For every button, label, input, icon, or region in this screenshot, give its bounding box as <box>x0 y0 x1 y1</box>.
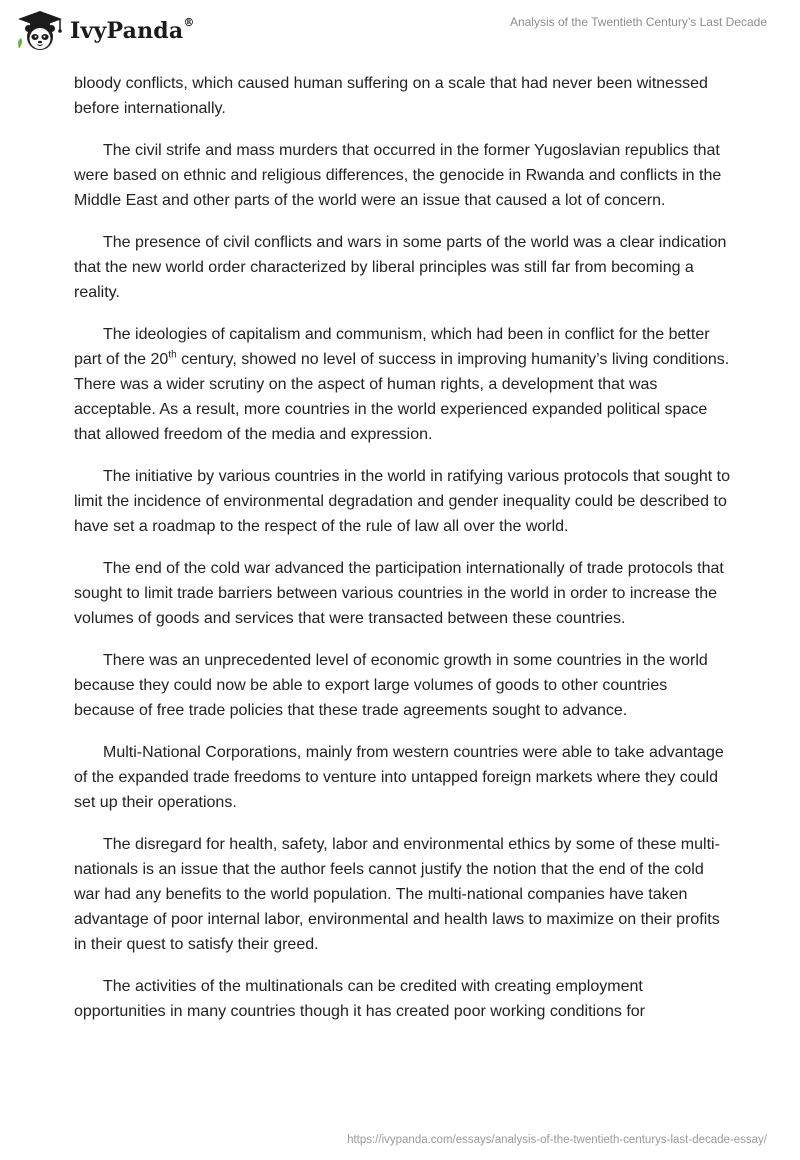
logo-wordmark <box>70 18 195 44</box>
page-header <box>0 0 800 66</box>
panda-graduate-icon <box>14 10 66 52</box>
paragraph-4 <box>74 322 730 447</box>
registered-mark: ® <box>183 16 195 29</box>
logo-name: IvyPanda <box>70 18 184 44</box>
essay-body <box>74 71 730 1041</box>
paragraph-2: The civil strife and mass murders that occurred in the former Yugoslavian republics that were based on ethnic and religious differences, the genocide in Rwanda and conflicts in the Middle East and other parts of the world were an issue that caused a lot of concern. <box>74 142 722 209</box>
paragraph-4-part-2: century, showed no level of success in improving humanity’s living conditions. There was a wider scrutiny on the aspect of human rights, a development that was acceptable. As a result, more countries in the world experienced expanded political space that allowed freedom of the media and expression. <box>74 351 730 443</box>
source-url[interactable]: https://ivypanda.com/essays/analysis-of-the-twentieth-centurys-last-decade-essay/ <box>347 1134 767 1146</box>
paragraph-7: There was an unprecedented level of economic growth in some countries in the world because they could now be able to export large volumes of goods to other countries because of free trade policies that these trade agreements sought to advance. <box>74 652 708 719</box>
ordinal-suffix: th <box>168 349 177 361</box>
paragraph-9: The disregard for health, safety, labor and environmental ethics by some of these multi-nationals is an issue that the author feels cannot justify the notion that the end of the cold war had any benefits to the world population. The multi-national companies have taken advantage of poor internal labor, environmental and health laws to maximize on their profits in their quest to satisfy their greed. <box>74 836 720 953</box>
paragraph-8: Multi-National Corporations, mainly from western countries were able to take advantage of the expanded trade freedoms to venture into untapped foreign markets where they could set up their operations. <box>74 744 724 811</box>
paragraph-1: bloody conflicts, which caused human suffering on a scale that had never been witnessed before internationally. <box>74 75 708 117</box>
paragraph-3: The presence of civil conflicts and wars in some parts of the world was a clear indication that the new world order characterized by liberal principles was still far from becoming a reality. <box>74 234 727 301</box>
paragraph-6: The end of the cold war advanced the participation internationally of trade protocols that sought to limit trade barriers between various countries in the world in order to increase the volumes of goods and services that were transacted between these countries. <box>74 560 724 627</box>
ivypanda-logo[interactable] <box>14 10 195 52</box>
paragraph-10: The activities of the multinationals can be credited with creating employment opportunities in many countries though it has created poor working conditions for <box>74 978 645 1020</box>
document-title: Analysis of the Twentieth Century’s Last Decade <box>509 15 767 29</box>
paragraph-5: The initiative by various countries in the world in ratifying various protocols that sought to limit the incidence of environmental degradation and gender inequality could be described to have set a roadmap to the respect of the rule of law all over the world. <box>74 468 730 535</box>
paragraph-4-part-1: The ideologies of capitalism and communism, which had been in conflict for the better part of the 20 <box>74 326 710 368</box>
